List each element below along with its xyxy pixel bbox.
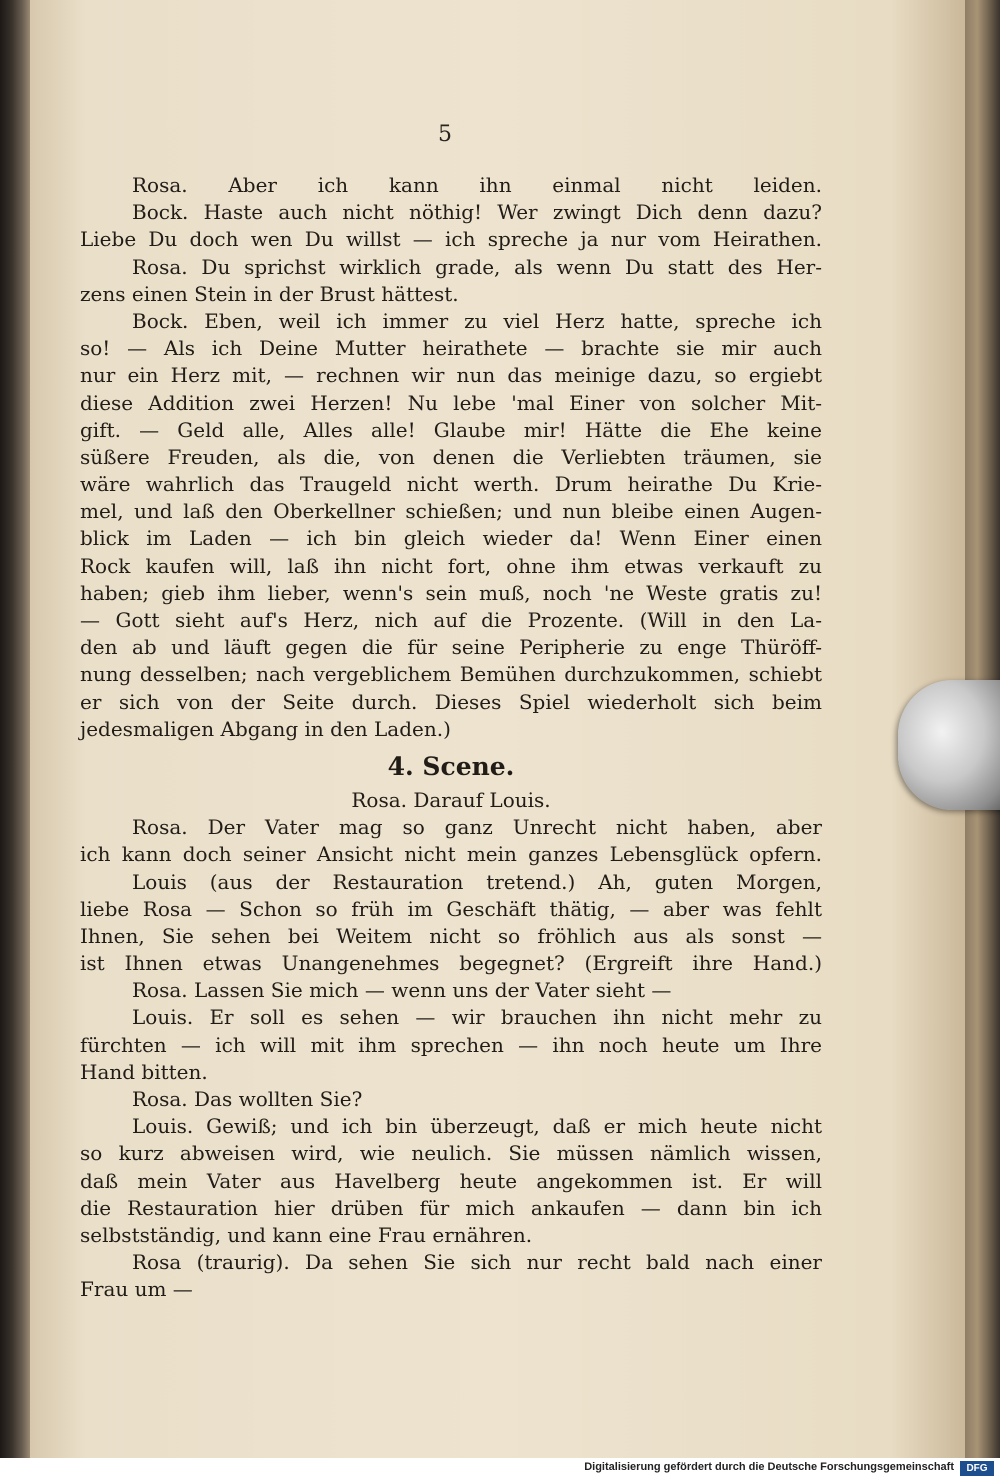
text-line: — Gott sieht auf's Herz, nich auf die Prozente. (Will in den La-	[80, 608, 822, 632]
footer-bar	[0, 1458, 1000, 1480]
scene-characters: Rosa. Darauf Louis.	[351, 787, 551, 812]
text-line: Liebe Du doch wen Du willst — ich spreche ja nur vom Heirathen.	[80, 227, 822, 252]
text-line: süßere Freuden, als die, von denen die Verliebten träumen, sie	[80, 444, 822, 469]
text-line: Hand bitten.	[80, 1059, 208, 1084]
text-line: nung desselben; nach vergeblichem Bemühen durchzukommen, schiebt	[80, 662, 822, 687]
text-line: Rock kaufen will, laß ihn nicht fort, ohne ihm etwas verkauft zu	[80, 553, 822, 578]
text-line: Ihnen, Sie sehen bei Weitem nicht so fröhlich aus als sonst —	[80, 923, 822, 948]
text-line: Louis. Er soll es sehen — wir brauchen ihn nicht mehr zu	[132, 1005, 822, 1030]
text-line: liebe Rosa — Schon so früh im Geschäft thätig, — aber was fehlt	[80, 896, 822, 921]
text-line: Rosa (traurig). Da sehen Sie sich nur recht bald nach einer	[132, 1250, 822, 1275]
book-spine-shadow	[0, 0, 30, 1480]
text-line: selbstständig, und kann eine Frau ernähren.	[80, 1222, 533, 1247]
text-line: so! — Als ich Deine Mutter heirathete — brachte sie mir auch	[80, 336, 822, 361]
text-line: Bock. Eben, weil ich immer zu viel Herz hatte, spreche ich	[132, 308, 822, 333]
text-line: Rosa. Lassen Sie mich — wenn uns der Vater sieht —	[132, 978, 672, 1003]
text-line: Frau um —	[80, 1277, 193, 1302]
text-line: haben; gieb ihm lieber, wenn's sein muß, noch 'ne Weste gratis zu!	[80, 580, 822, 605]
page-number: 5	[438, 122, 452, 147]
text-line: die Restauration hier drüben für mich ankaufen — dann bin ich	[80, 1195, 822, 1220]
text-line: ist Ihnen etwas Unangenehmes begegnet? (Ergreift ihre Hand.)	[80, 951, 822, 976]
text-line: nur ein Herz mit, — rechnen wir nun das meinige dazu, so ergiebt	[80, 363, 822, 388]
text-line: Rosa. Das wollten Sie?	[132, 1087, 363, 1111]
text-line: blick im Laden — ich bin gleich wieder da! Wenn Einer einen	[80, 526, 822, 551]
text-line: Rosa. Du sprichst wirklich grade, als wenn Du statt des Her-	[132, 254, 822, 279]
text-line: mel, und laß den Oberkellner schießen; und nun bleibe einen Augen-	[80, 499, 822, 524]
text-line: wäre wahrlich das Traugeld nicht werth. Drum heirathe Du Krie-	[80, 472, 822, 497]
funding-notice: Digitalisierung gefördert durch die Deutsche Forschungsgemeinschaft	[584, 1461, 954, 1473]
text-line: Louis. Gewiß; und ich bin überzeugt, daß er mich heute nicht	[132, 1114, 822, 1139]
text-line: Louis (aus der Restauration tretend.) Ah, guten Morgen,	[132, 869, 822, 894]
text-line: er sich von der Seite durch. Dieses Spiel wiederholt sich beim	[80, 689, 822, 714]
dfg-logo: DFG	[960, 1461, 994, 1476]
scene-heading: 4. Scene.	[387, 751, 515, 781]
text-line: den ab und läuft gegen die für seine Peripherie zu enge Thüröff-	[80, 635, 822, 660]
text-line: Bock. Haste auch nicht nöthig! Wer zwingt Dich denn dazu?	[132, 200, 822, 225]
body-text	[80, 172, 822, 1304]
text-line: daß mein Vater aus Havelberg heute angekommen ist. Er will	[80, 1168, 822, 1193]
text-line: Rosa. Aber ich kann ihn einmal nicht leiden.	[132, 173, 822, 197]
text-line: gift. — Geld alle, Alles alle! Glaube mir! Hätte die Ehe keine	[80, 417, 822, 442]
text-line: jedesmaligen Abgang in den Laden.)	[80, 716, 451, 741]
text-line: ich kann doch seiner Ansicht nicht mein ganzes Lebensglück opfern.	[80, 842, 822, 867]
text-line: fürchten — ich will mit ihm sprechen — ihn noch heute um Ihre	[80, 1032, 822, 1057]
text-line: diese Addition zwei Herzen! Nu lebe 'mal Einer von solcher Mit-	[80, 390, 822, 415]
text-line: zens einen Stein in der Brust hättest.	[80, 281, 459, 306]
text-line: Rosa. Der Vater mag so ganz Unrecht nicht haben, aber	[132, 815, 822, 840]
page-clamp	[898, 680, 1000, 810]
text-line: so kurz abweisen wird, wie neulich. Sie müssen nämlich wissen,	[80, 1141, 822, 1166]
